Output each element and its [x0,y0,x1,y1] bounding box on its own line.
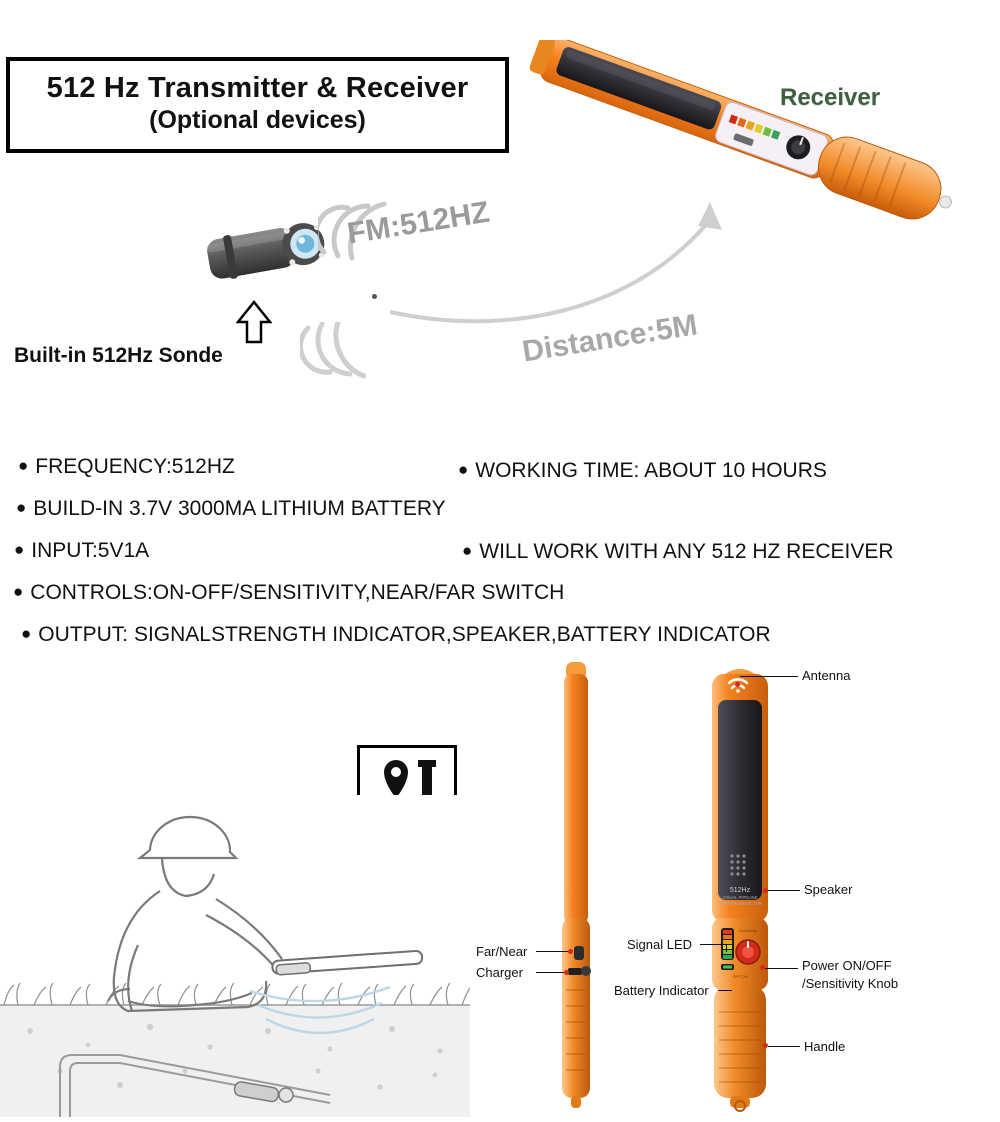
callout-power-knob-line2: /Sensitivity Knob [802,975,899,991]
receiver-label: Receiver [780,84,881,111]
antenna-leader-line [740,676,798,677]
flow-arrow [380,196,740,341]
knob-leader-line [765,968,798,969]
far-near-marker [568,949,573,954]
battery-leader-line [718,990,732,991]
callout-charger: Charger [476,965,523,980]
distance-label: Distance:5M [520,308,700,369]
callout-signal-led: Signal LED [627,937,693,952]
bullet-icon: ● [462,541,473,560]
callout-power-knob-line1: Power ON/OFF [802,958,892,973]
knob-caption: Sensitivity [738,928,758,933]
wave-arcs-bottom [300,322,366,384]
signal-led-leader-drop [726,944,727,952]
charger-leader-line [536,972,564,973]
spec-text: FREQUENCY:512HZ [35,455,235,478]
spec-text: OUTPUT: SIGNALSTRENGTH INDICATOR,SPEAKER,BATTERY INDICATOR [38,623,771,646]
bullet-icon: ● [458,460,469,479]
bullet-icon: ● [18,456,29,475]
title-line-2: (Optional devices) [149,106,366,135]
sonde-arrow-svg [236,300,272,344]
field-usage-scene [0,795,470,1117]
callout-battery-indicator: Battery Indicator [614,983,709,998]
device-sub-2: POSITION DETECTOR [717,901,763,906]
antenna-marker [735,682,740,687]
device-sub-1: VISUAL PIPELINE [722,895,758,900]
fm-frequency-label: FM:512HZ [345,195,492,251]
callout-handle: Handle [804,1039,846,1054]
charger-marker [564,970,569,975]
bullet-icon: ● [14,540,25,559]
bullet-icon: ● [13,582,24,601]
spec-text: WILL WORK WITH ANY 512 HZ RECEIVER [479,540,894,563]
title-box [6,57,509,153]
handle-leader-line [768,1046,800,1047]
spec-left-4 [21,623,771,647]
spec-left-1 [16,497,446,521]
knob-off-on: OFF ON [732,974,748,979]
spec-right-1 [462,540,894,564]
receiver-side-svg [552,660,602,1110]
spec-right-0 [458,459,827,483]
spec-text: INPUT:5V1A [31,539,150,562]
signal-led-leader-line [700,944,726,945]
flow-arrow-svg [380,196,740,336]
spec-text: CONTROLS:ON-OFF/SENSITIVITY,NEAR/FAR SWITCH [30,581,565,604]
spec-text: BUILD-IN 3.7V 3000MA LITHIUM BATTERY [33,497,446,520]
speaker-leader-line [768,890,800,891]
signal-wave-icon-bottom [300,322,366,389]
receiver-side-view [552,660,602,1110]
spec-left-2 [14,539,149,563]
callout-speaker: Speaker [804,882,853,897]
device-brand-text: 512Hz [729,887,751,894]
field-usage-svg [0,795,470,1117]
callout-antenna: Antenna [802,668,851,683]
spec-left-3 [13,581,564,605]
dot-marker [372,294,377,299]
sonde-pointer-arrow [236,300,272,344]
bullet-icon: ● [16,498,27,517]
title-line-1: 512 Hz Transmitter & Receiver [46,72,469,105]
bullet-icon: ● [21,624,32,643]
sonde-caption: Built-in 512Hz Sonde [14,344,223,367]
spec-left-0 [18,455,235,479]
callout-far-near: Far/Near [476,944,528,959]
callout-power-knob [802,957,898,992]
far-near-leader-line [536,951,568,952]
spec-text: WORKING TIME: ABOUT 10 HOURS [475,459,827,482]
